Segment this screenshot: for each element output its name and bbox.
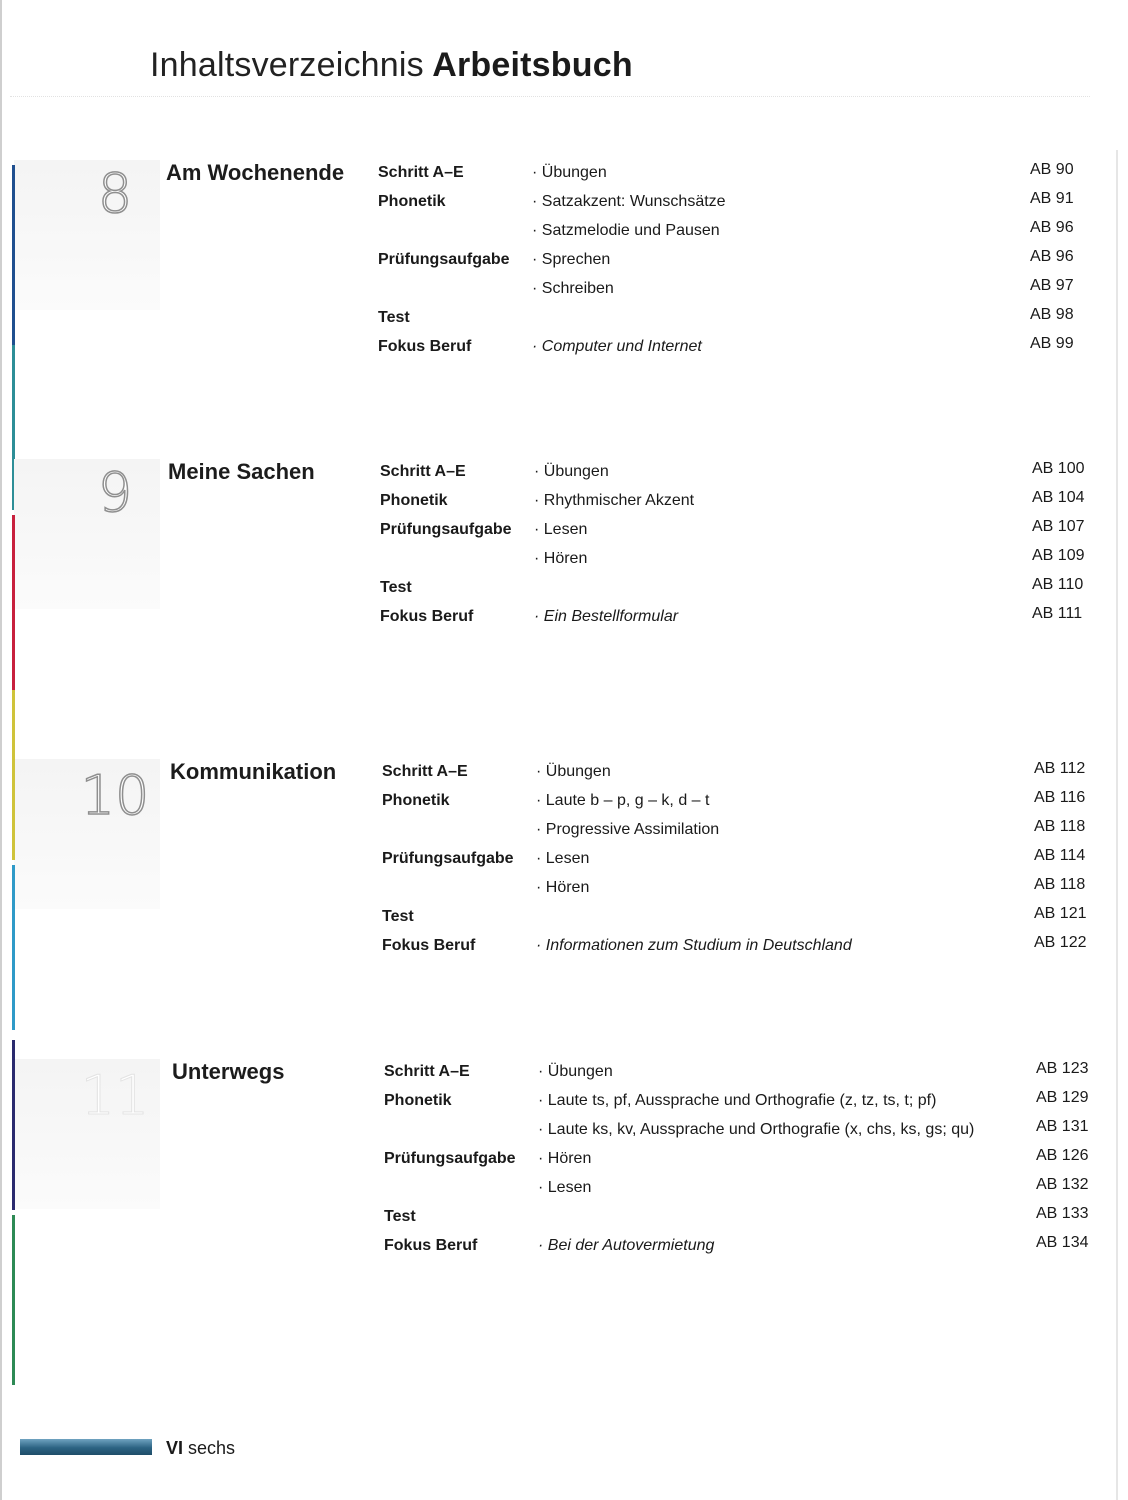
row-page-ref: AB 111 — [1032, 605, 1083, 622]
toc-row — [0, 332, 1128, 361]
row-topic: · Bei der Autovermietung — [538, 1237, 715, 1254]
row-topic: · Laute ks, kv, Aussprache und Orthografie (x, chs, ks, gs; qu) — [538, 1121, 975, 1138]
row-topic: · Satzmelodie und Pausen — [532, 222, 720, 239]
toc-row — [0, 187, 1128, 216]
toc-row — [0, 544, 1128, 573]
page-title — [150, 41, 633, 89]
page-word: sechs — [188, 1438, 236, 1458]
row-label: Prüfungsaufgabe — [380, 521, 512, 538]
toc-row — [0, 873, 1128, 902]
row-topic: · Lesen — [536, 850, 590, 867]
row-topic: · Laute b – p, g – k, d – t — [536, 792, 710, 809]
row-label: Prüfungsaufgabe — [382, 850, 514, 867]
unit-number: 8 — [97, 162, 133, 225]
row-topic: · Informationen zum Studium in Deutschland — [536, 937, 852, 954]
row-label: Prüfungsaufgabe — [378, 251, 510, 268]
row-topic: · Ein Bestellformular — [534, 608, 679, 625]
row-topic: · Rhythmischer Akzent — [534, 492, 695, 509]
toc-row — [0, 1173, 1128, 1202]
row-label: Phonetik — [382, 792, 450, 809]
row-label: Schritt A–E — [378, 164, 464, 181]
toc-row — [0, 1202, 1128, 1231]
row-page-ref: AB 97 — [1030, 277, 1074, 294]
row-page-ref: AB 99 — [1030, 335, 1074, 352]
toc-row — [0, 902, 1128, 931]
unit-title: Kommunikation — [170, 759, 337, 784]
row-page-ref: AB 131 — [1036, 1118, 1089, 1135]
top-divider — [10, 96, 1090, 97]
row-page-ref: AB 134 — [1036, 1234, 1089, 1251]
unit-title: Am Wochenende — [166, 160, 345, 185]
row-page-ref: AB 98 — [1030, 306, 1074, 323]
row-label: Schritt A–E — [380, 463, 466, 480]
toc-row — [0, 1144, 1128, 1173]
toc-row — [0, 515, 1128, 544]
row-label: Fokus Beruf — [382, 937, 476, 954]
row-page-ref: AB 132 — [1036, 1176, 1089, 1193]
row-page-ref: AB 96 — [1030, 248, 1074, 265]
row-page-ref: AB 121 — [1034, 905, 1087, 922]
row-topic: · Laute ts, pf, Aussprache und Orthografie (z, tz, ts, t; pf) — [538, 1092, 937, 1109]
row-page-ref: AB 91 — [1030, 190, 1074, 207]
unit-number: 9 — [97, 461, 133, 524]
row-label: Test — [384, 1208, 416, 1225]
row-topic: · Sprechen — [532, 251, 611, 268]
toc-row — [0, 158, 1128, 187]
row-topic: · Übungen — [534, 463, 609, 480]
toc-row — [0, 1231, 1128, 1260]
unit-title: Meine Sachen — [168, 459, 315, 484]
title-light: Inhaltsverzeichnis — [150, 45, 424, 84]
toc-row — [0, 486, 1128, 515]
row-label: Phonetik — [380, 492, 448, 509]
row-page-ref: AB 96 — [1030, 219, 1074, 236]
row-label: Schritt A–E — [384, 1063, 470, 1080]
row-label: Fokus Beruf — [384, 1237, 478, 1254]
toc-row — [0, 931, 1128, 960]
row-page-ref: AB 110 — [1032, 576, 1084, 593]
row-page-ref: AB 109 — [1032, 547, 1085, 564]
row-topic: · Lesen — [534, 521, 588, 538]
toc-row — [0, 1086, 1128, 1115]
toc-row — [0, 216, 1128, 245]
row-topic: · Hören — [536, 879, 590, 896]
row-page-ref: AB 118 — [1034, 876, 1086, 893]
row-topic: · Satzakzent: Wunschsätze — [532, 193, 726, 210]
row-topic: · Hören — [538, 1150, 592, 1167]
row-page-ref: AB 104 — [1032, 489, 1085, 506]
row-topic: · Progressive Assimilation — [536, 821, 720, 838]
row-page-ref: AB 107 — [1032, 518, 1085, 535]
footer-page-number — [166, 1436, 235, 1460]
row-topic: · Übungen — [532, 164, 607, 181]
toc-row — [0, 844, 1128, 873]
toc-row — [0, 303, 1128, 332]
unit-number: 11 — [80, 1064, 150, 1127]
row-topic: · Übungen — [538, 1063, 613, 1080]
toc-row — [0, 1115, 1128, 1144]
toc-row — [0, 457, 1128, 486]
toc-row — [0, 757, 1128, 786]
row-page-ref: AB 112 — [1034, 760, 1086, 777]
row-page-ref: AB 100 — [1032, 460, 1085, 477]
row-page-ref: AB 122 — [1034, 934, 1087, 951]
row-topic: · Computer und Internet — [532, 338, 702, 355]
row-page-ref: AB 116 — [1034, 789, 1086, 806]
title-bold: Arbeitsbuch — [432, 45, 633, 84]
row-page-ref: AB 90 — [1030, 161, 1074, 178]
page-roman: VI — [166, 1438, 184, 1458]
toc-row — [0, 573, 1128, 602]
row-topic: · Lesen — [538, 1179, 592, 1196]
toc-row — [0, 1057, 1128, 1086]
row-label: Fokus Beruf — [378, 338, 472, 355]
row-topic: · Übungen — [536, 763, 611, 780]
row-topic: · Hören — [534, 550, 588, 567]
row-page-ref: AB 129 — [1036, 1089, 1089, 1106]
unit-number: 10 — [80, 764, 150, 827]
toc-row — [0, 786, 1128, 815]
toc-row — [0, 815, 1128, 844]
row-label: Phonetik — [384, 1092, 452, 1109]
toc-row — [0, 245, 1128, 274]
footer-bar — [20, 1439, 152, 1455]
row-page-ref: AB 133 — [1036, 1205, 1089, 1222]
row-label: Test — [380, 579, 412, 596]
row-page-ref: AB 126 — [1036, 1147, 1089, 1164]
toc-row — [0, 274, 1128, 303]
row-page-ref: AB 114 — [1034, 847, 1086, 864]
row-label: Phonetik — [378, 193, 446, 210]
toc-row — [0, 602, 1128, 631]
unit-title: Unterwegs — [172, 1059, 285, 1084]
row-label: Prüfungsaufgabe — [384, 1150, 516, 1167]
row-label: Schritt A–E — [382, 763, 468, 780]
row-label: Fokus Beruf — [380, 608, 474, 625]
row-page-ref: AB 123 — [1036, 1060, 1089, 1077]
row-label: Test — [378, 309, 410, 326]
row-label: Test — [382, 908, 414, 925]
row-page-ref: AB 118 — [1034, 818, 1086, 835]
row-topic: · Schreiben — [532, 280, 614, 297]
